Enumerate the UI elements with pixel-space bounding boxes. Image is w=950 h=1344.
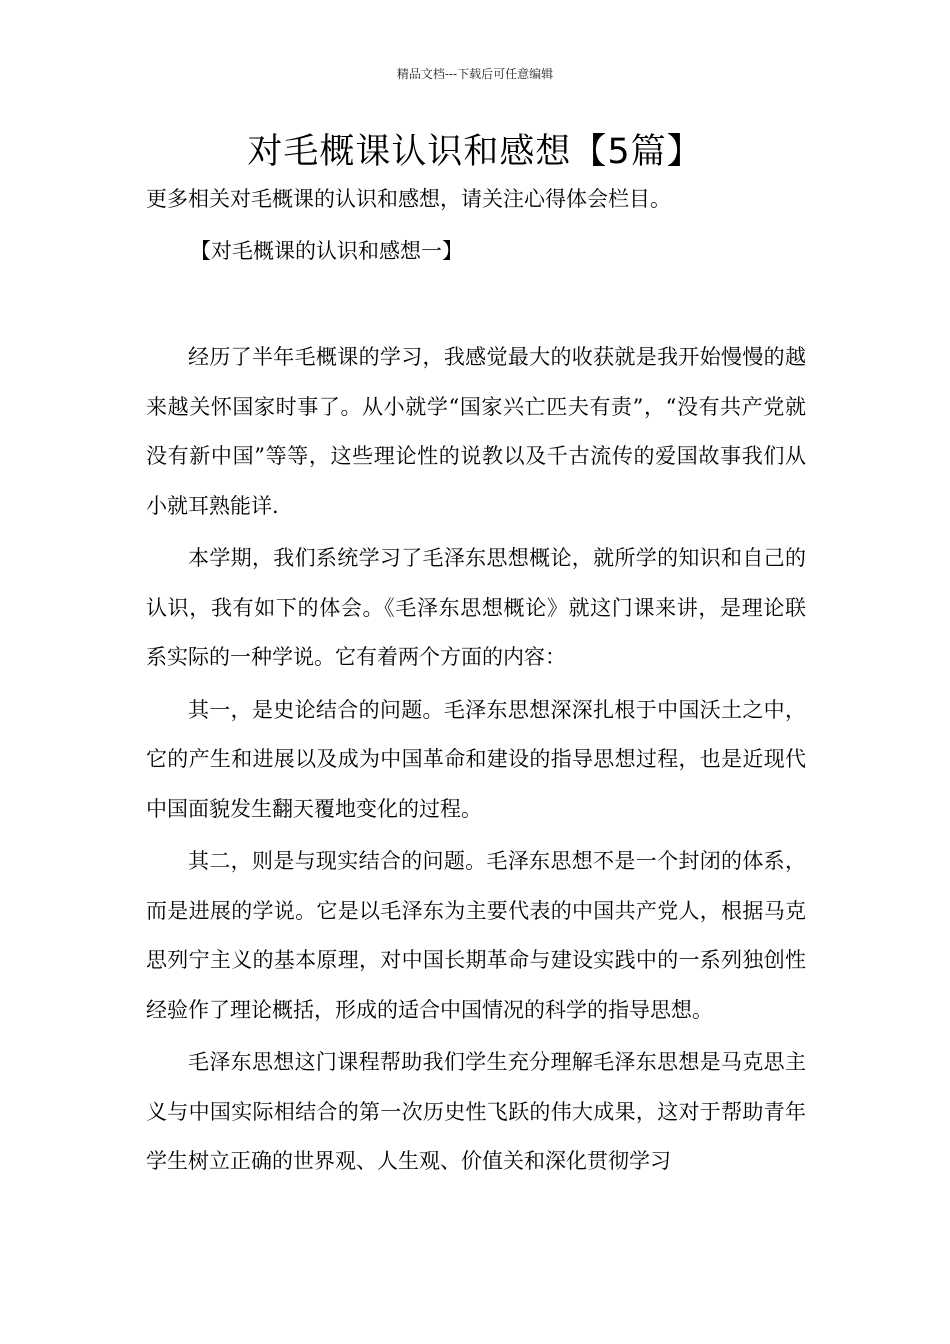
page-title: 对毛概课认识和感想【5篇】 [247,132,703,172]
body-text [146,333,806,1190]
intro-text: 更多相关对毛概课的认识和感想，请关注心得体会栏目。 [146,187,671,211]
paragraph-5: 毛泽东思想这门课程帮助我们学生充分理解毛泽东思想是马克思主义与中国实际相结合的第一次历史性飞跃的伟大成果，这对于帮助青年学生树立正确的世界观、人生观、价值关和深化贯彻学习 [146,1050,806,1173]
paragraph-1: 经历了半年毛概课的学习，我感觉最大的收获就是我开始慢慢的越来越关怀国家时事了。从小就学“国家兴亡匹夫有责”，“没有共产党就没有新中国”等等，这些理论性的说教以及千古流传的爱国故事我们从小就耳熟能详. [146,345,806,518]
header-note: 精品文档---下载后可任意编辑 [396,67,554,81]
paragraph-4: 其二，则是与现实结合的问题。毛泽东思想不是一个封闭的体系，而是进展的学说。它是以毛泽东为主要代表的中国共产党人，根据马克思列宁主义的基本原理，对中国长期革命与建设实践中的一系列独创性经验作了理论概括，形成的适合中国情况的科学的指导思想。 [146,849,806,1022]
section-heading: 【对毛概课的认识和感想一】 [190,239,463,263]
paragraph-2: 本学期，我们系统学习了毛泽东思想概论，就所学的知识和自己的认识，我有如下的体会。《毛泽东思想概论》就这门课来讲，是理论联系实际的一种学说。它有着两个方面的内容： [146,546,806,669]
paragraph-3: 其一，是史论结合的问题。毛泽东思想深深扎根于中国沃土之中，它的产生和进展以及成为中国革命和建设的指导思想过程，也是近现代中国面貌发生翻天覆地变化的过程。 [146,697,806,821]
